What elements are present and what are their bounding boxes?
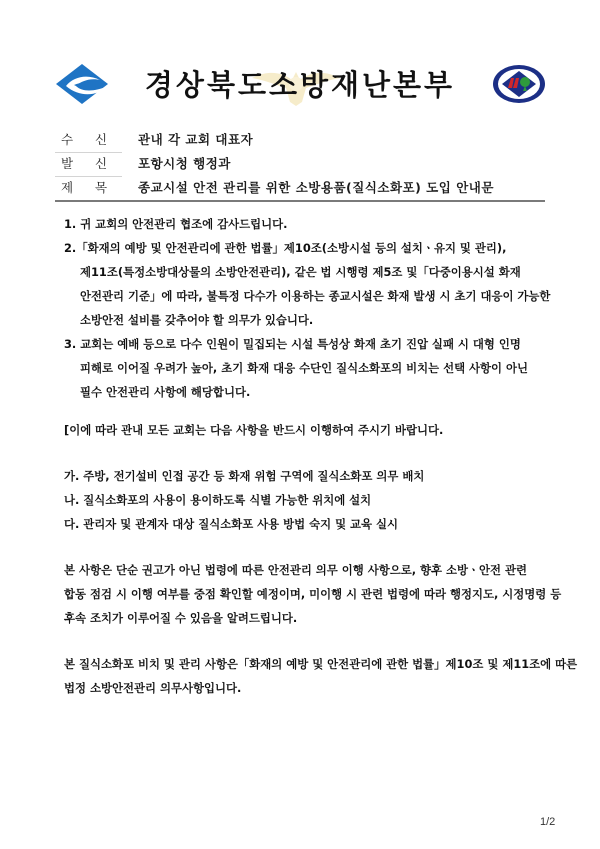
fire-119-emblem-icon <box>492 64 546 104</box>
recipient-label: 수 신 <box>60 132 117 147</box>
item-2 <box>64 236 564 332</box>
request-statement: [이에 따라 관내 모든 교회는 다음 사항을 반드시 이행하여 주시기 바랍니다. <box>64 423 444 437</box>
title-block <box>140 60 460 110</box>
notice-line: 본 사항은 단순 권고가 아닌 법령에 따른 안전관리 의무 이행 사항으로, 향후 소방ㆍ안전 관련 <box>64 563 528 577</box>
subject-row <box>55 176 545 200</box>
organization-title: 경상북도소방재난본부 <box>144 68 456 102</box>
action-list <box>64 464 564 536</box>
action-item: 다. 관리자 및 관계자 대상 질식소화포 사용 방법 숙지 및 교육 실시 <box>64 517 399 531</box>
subject-label: 제 목 <box>60 180 117 195</box>
header-divider <box>55 200 545 202</box>
page-number: 1/2 <box>540 816 556 828</box>
item-2-line: 소방안전 설비를 갖추어야 할 의무가 있습니다. <box>80 313 314 327</box>
legal-basis-line: 본 질식소화포 비치 및 관리 사항은「화재의 예방 및 안전관리에 관한 법률」제10조 및 제11조에 따른 <box>64 657 578 671</box>
letterhead <box>0 50 600 120</box>
item-1: 1. 귀 교회의 안전관리 협조에 감사드립니다. <box>64 217 288 231</box>
subject-value: 종교시설 안전 관리를 위한 소방용품(질식소화포) 도입 안내문 <box>138 180 494 195</box>
sender-row <box>55 152 545 176</box>
notice-line: 후속 조치가 이루어질 수 있음을 알려드립니다. <box>64 611 298 625</box>
action-item: 가. 주방, 전기설비 인접 공간 등 화재 위험 구역에 질식소화포 의무 배치 <box>64 469 425 483</box>
item-3 <box>64 332 564 404</box>
sender-label: 발 신 <box>60 156 117 171</box>
item-2-line: 안전관리 기준」에 따라, 불특정 다수가 이용하는 종교시설은 화재 발생 시 초기 대응이 가능한 <box>80 289 551 303</box>
recipient-row <box>55 128 545 152</box>
item-3-line: 피해로 이어질 우려가 높아, 초기 화재 대응 수단인 질식소화포의 비치는 선택 사항이 아닌 <box>80 361 529 375</box>
recipient-value: 관내 각 교회 대표자 <box>138 132 254 147</box>
gyeongbuk-province-logo-icon <box>52 62 112 106</box>
legal-basis <box>64 652 578 700</box>
item-2-line: 2.「화재의 예방 및 안전관리에 관한 법률」제10조(소방시설 등의 설치ㆍ유지 및 관리), <box>64 241 507 255</box>
sender-value: 포항시청 행정과 <box>138 156 231 171</box>
compliance-notice <box>64 558 564 630</box>
item-3-line: 필수 안전관리 사항에 해당합니다. <box>80 385 251 399</box>
item-2-line: 제11조(특정소방대상물의 소방안전관리), 같은 법 시행령 제5조 및「다중이용시설 화재 <box>80 265 521 279</box>
action-item: 나. 질식소화포의 사용이 용이하도록 식별 가능한 위치에 설치 <box>64 493 372 507</box>
legal-basis-line: 법정 소방안전관리 의무사항입니다. <box>64 681 242 695</box>
document-info-table <box>55 128 545 200</box>
item-3-line: 3. 교회는 예배 등으로 다수 인원이 밀집되는 시설 특성상 화재 초기 진압 실패 시 대형 인명 <box>64 337 521 351</box>
document-body <box>64 212 578 700</box>
notice-line: 합동 점검 시 이행 여부를 중점 확인할 예정이며, 미이행 시 관련 법령에 따라 행정지도, 시정명령 등 <box>64 587 562 601</box>
